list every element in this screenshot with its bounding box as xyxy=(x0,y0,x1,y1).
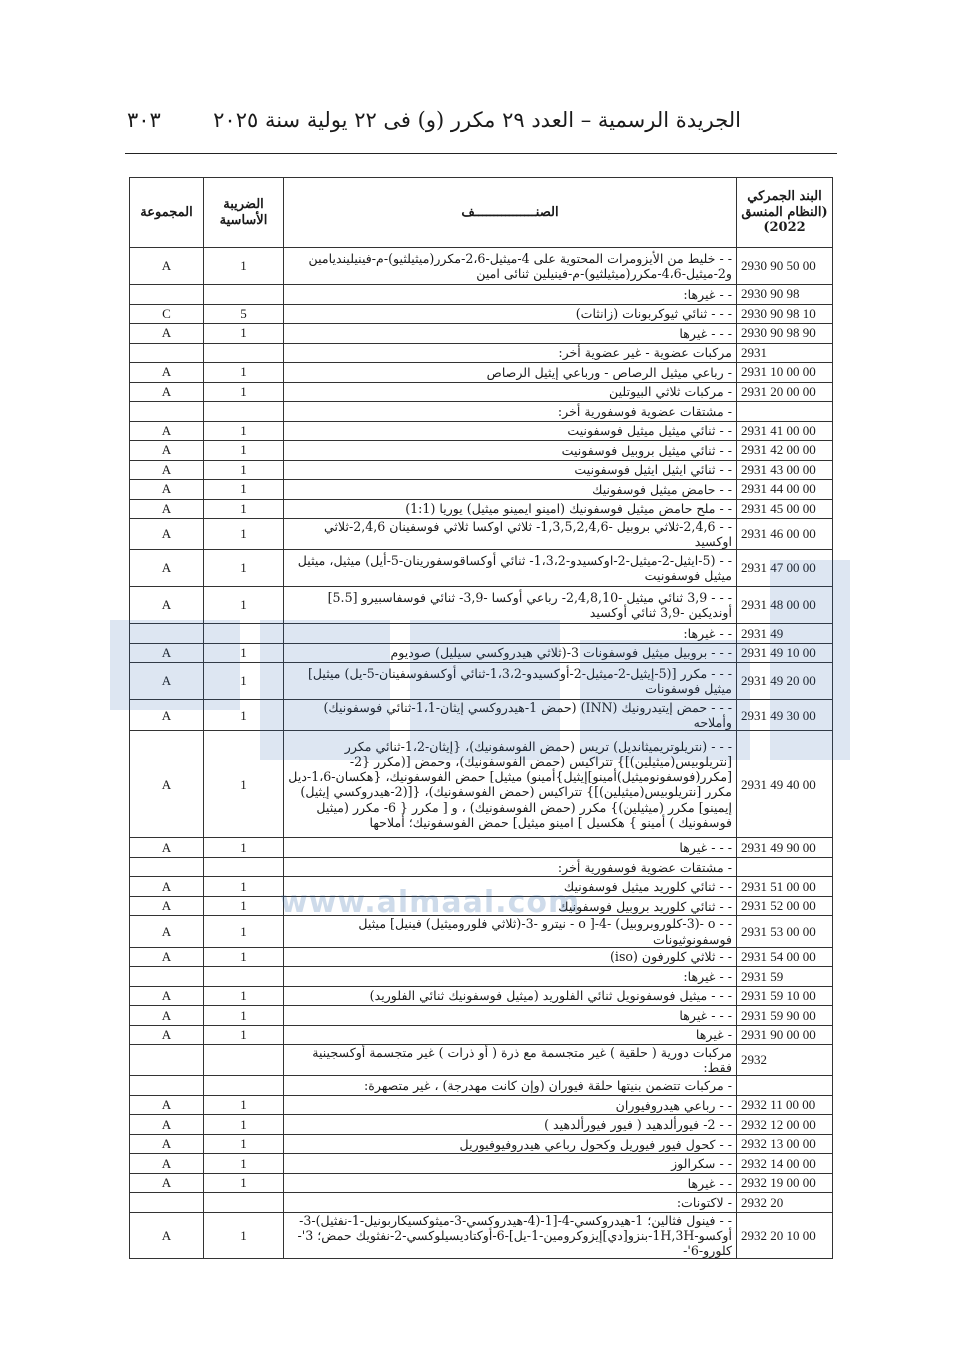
group-cell: A xyxy=(130,324,204,344)
tariff-code-cell: 2931 41 00 00 xyxy=(737,421,833,441)
page-header xyxy=(125,108,837,138)
tariff-code-cell xyxy=(737,857,833,877)
basic-duty-cell: 1 xyxy=(204,1173,284,1193)
table-row xyxy=(130,460,833,480)
description-cell: - - - ميثيل فوسفونويل ثنائي الفلوريد (ميثيل فوسفونيك ثنائي الفلوريد) xyxy=(284,986,737,1006)
description-cell: - - 2,4,6-ثلاثي بروبيل -1,3,5,2,4,6- ثلاثي اوكسا ثلاثي فوسفينان 2,4,6-ثلاثي اوكسيد xyxy=(284,519,737,550)
table-header-row xyxy=(130,178,833,248)
table-row xyxy=(130,343,833,363)
header-rule xyxy=(125,153,837,154)
basic-duty-cell: 1 xyxy=(204,324,284,344)
table-row xyxy=(130,421,833,441)
group-cell: A xyxy=(130,663,204,700)
table-row xyxy=(130,587,833,624)
group-cell: A xyxy=(130,986,204,1006)
basic-duty-cell: 1 xyxy=(204,838,284,858)
group-cell: A xyxy=(130,731,204,838)
table-row xyxy=(130,441,833,461)
table-row xyxy=(130,1045,833,1076)
description-cell: - - ثلاثي كلورفون (iso) xyxy=(284,947,737,967)
tariff-code-cell: 2931 49 10 00 xyxy=(737,643,833,663)
table-row xyxy=(130,248,833,285)
basic-duty-cell: 1 xyxy=(204,663,284,700)
description-cell: مركبات عضوية - غير عضوية أخر: xyxy=(284,343,737,363)
table-row xyxy=(130,1193,833,1213)
group-cell: A xyxy=(130,480,204,500)
tariff-code-cell: 2931 53 00 00 xyxy=(737,916,833,947)
group-cell xyxy=(130,967,204,987)
basic-duty-cell: 1 xyxy=(204,480,284,500)
description-cell: - - o -(3-كلوروبروبيل) -4-[ o - نيترو -3-(ثلاثي فلوروميثيل) فينيل] ميثيل فوسفونوثيونات xyxy=(284,916,737,947)
table-row xyxy=(130,304,833,324)
description-cell: - - غيرها: xyxy=(284,967,737,987)
table-row xyxy=(130,700,833,731)
group-cell: A xyxy=(130,877,204,897)
table-row xyxy=(130,499,833,519)
tariff-code-cell: 2931 52 00 00 xyxy=(737,896,833,916)
tariff-code-cell: 2931 43 00 00 xyxy=(737,460,833,480)
tariff-code-cell: 2930 90 98 xyxy=(737,285,833,305)
group-cell: A xyxy=(130,460,204,480)
tariff-code-cell: 2932 14 00 00 xyxy=(737,1154,833,1174)
table-row xyxy=(130,1212,833,1258)
table-row xyxy=(130,480,833,500)
description-cell: - - 2- فيورألدهيد ( فيور فيورألدهيد ) xyxy=(284,1115,737,1135)
tariff-code-cell: 2931 45 00 00 xyxy=(737,499,833,519)
tariff-code-cell xyxy=(737,1076,833,1096)
table-row xyxy=(130,731,833,838)
basic-duty-cell: 1 xyxy=(204,947,284,967)
tariff-code-cell: 2931 48 00 00 xyxy=(737,587,833,624)
tariff-code-cell: 2930 90 98 90 xyxy=(737,324,833,344)
basic-duty-cell: 1 xyxy=(204,1025,284,1045)
basic-duty-cell: 1 xyxy=(204,499,284,519)
basic-duty-cell xyxy=(204,285,284,305)
group-cell: A xyxy=(130,1154,204,1174)
tariff-code-cell: 2931 20 00 00 xyxy=(737,382,833,402)
table-row xyxy=(130,1025,833,1045)
group-cell: A xyxy=(130,1212,204,1258)
tariff-code-cell: 2931 59 90 00 xyxy=(737,1006,833,1026)
group-cell: A xyxy=(130,1006,204,1026)
tariff-code-cell: 2930 90 50 00 xyxy=(737,248,833,285)
basic-duty-cell: 5 xyxy=(204,304,284,324)
table-row xyxy=(130,663,833,700)
description-cell: - - - ثنائي ثيوكربونات (زانثات) xyxy=(284,304,737,324)
tariff-code-cell: 2931 49 30 00 xyxy=(737,700,833,731)
description-cell: - - غيرها xyxy=(284,1173,737,1193)
basic-duty-cell: 1 xyxy=(204,550,284,587)
table-body xyxy=(130,248,833,1259)
basic-duty-cell: 1 xyxy=(204,460,284,480)
basic-duty-cell: 1 xyxy=(204,1212,284,1258)
table-row xyxy=(130,1173,833,1193)
basic-duty-cell xyxy=(204,624,284,644)
basic-duty-cell: 1 xyxy=(204,587,284,624)
table-row xyxy=(130,967,833,987)
basic-duty-cell xyxy=(204,402,284,422)
tariff-code-cell: 2932 11 00 00 xyxy=(737,1095,833,1115)
tariff-code-cell: 2932 xyxy=(737,1045,833,1076)
table-row xyxy=(130,838,833,858)
group-cell: C xyxy=(130,304,204,324)
description-cell: - - ثنائي ايثيل ايثيل فوسفونيت xyxy=(284,460,737,480)
table-row xyxy=(130,363,833,383)
watermark-url: www.almaal.com xyxy=(280,885,581,920)
description-cell: - مركبات تتضمن بنيتها حلقة فيوران (وإن كانت مهدرجة) ، غير متصهرة: xyxy=(284,1076,737,1096)
tariff-code-cell xyxy=(737,402,833,422)
table-row xyxy=(130,285,833,305)
group-cell xyxy=(130,624,204,644)
table-row xyxy=(130,1115,833,1135)
table-row xyxy=(130,877,833,897)
basic-duty-cell xyxy=(204,1193,284,1213)
group-cell xyxy=(130,1193,204,1213)
table-row xyxy=(130,402,833,422)
group-cell xyxy=(130,857,204,877)
basic-duty-cell: 1 xyxy=(204,519,284,550)
table-row xyxy=(130,916,833,947)
tariff-code-cell: 2932 19 00 00 xyxy=(737,1173,833,1193)
table-row xyxy=(130,896,833,916)
group-cell: A xyxy=(130,1095,204,1115)
group-cell xyxy=(130,343,204,363)
group-cell: A xyxy=(130,1025,204,1045)
group-cell xyxy=(130,1045,204,1076)
description-cell: - - - بروبيل ميثيل فوسفونات 3-(ثلاثي هيدروكسي سيليل) صوديوم xyxy=(284,643,737,663)
tariff-code-cell: 2930 90 98 10 xyxy=(737,304,833,324)
group-cell xyxy=(130,402,204,422)
tariff-code-cell: 2931 10 00 00 xyxy=(737,363,833,383)
group-cell: A xyxy=(130,838,204,858)
tariff-code-cell: 2931 49 40 00 xyxy=(737,731,833,838)
basic-duty-cell: 1 xyxy=(204,1134,284,1154)
tariff-code-cell: 2932 20 10 00 xyxy=(737,1212,833,1258)
description-cell: - - - غيرها xyxy=(284,1006,737,1026)
description-cell: - - غيرها: xyxy=(284,624,737,644)
description-cell: - رباعي ميثيل الرصاص - ورباعي إيثيل الرصاص xyxy=(284,363,737,383)
basic-duty-cell xyxy=(204,967,284,987)
table-row xyxy=(130,1076,833,1096)
tariff-code-cell: 2931 51 00 00 xyxy=(737,877,833,897)
group-cell: A xyxy=(130,1115,204,1135)
basic-duty-cell: 1 xyxy=(204,382,284,402)
tariff-code-cell: 2931 54 00 00 xyxy=(737,947,833,967)
basic-duty-cell xyxy=(204,1076,284,1096)
basic-duty-cell: 1 xyxy=(204,1115,284,1135)
description-cell: - - فينول فثالين؛ 1-هيدروكسي-4-[1-(4-هيدروكسي-3-ميثوكسيكاربونيل-1-نفثيل)-3-أوكسو-1H,3H-بنزو[دي]إيزوكرومين-1-يل]-6-أوكتاديسيلوكسي-2-نفثويك حمض؛ 3'-كلورو-6'- xyxy=(284,1212,737,1258)
table-row xyxy=(130,643,833,663)
table-row xyxy=(130,324,833,344)
tariff-code-cell: 2931 59 xyxy=(737,967,833,987)
group-cell: A xyxy=(130,587,204,624)
tariff-code-cell: 2931 xyxy=(737,343,833,363)
tariff-code-cell: 2931 49 90 00 xyxy=(737,838,833,858)
tariff-code-cell: 2931 90 00 00 xyxy=(737,1025,833,1045)
basic-duty-cell: 1 xyxy=(204,643,284,663)
description-cell: مركبات دورية ( حلقية ) غير متجسمة مع ذرة ( أو ذرات ) غير متجسمة أوكسجينية فقط: xyxy=(284,1045,737,1076)
tariff-code-cell: 2931 49 20 00 xyxy=(737,663,833,700)
table-row xyxy=(130,947,833,967)
description-cell: - - سكرالوز xyxy=(284,1154,737,1174)
group-cell: A xyxy=(130,947,204,967)
group-cell: A xyxy=(130,643,204,663)
description-cell: - - - 3,9 ثنائي ميثيل -2,4,8,10- رباعي أوكسا -3,9- ثنائي فوسفاسبيرو [5.5] أونديكين -3,9 ثنائي أوكسيد xyxy=(284,587,737,624)
description-cell: - - ثنائي كلوريد بروبيل فوسفونيك xyxy=(284,896,737,916)
basic-duty-cell: 1 xyxy=(204,877,284,897)
basic-duty-cell: 1 xyxy=(204,1095,284,1115)
group-cell: A xyxy=(130,700,204,731)
group-cell: A xyxy=(130,550,204,587)
basic-duty-cell: 1 xyxy=(204,363,284,383)
tariff-code-cell: 2931 59 10 00 xyxy=(737,986,833,1006)
group-cell: A xyxy=(130,1134,204,1154)
group-cell: A xyxy=(130,519,204,550)
tariff-code-cell: 2931 49 xyxy=(737,624,833,644)
description-cell: - - حامض ميثيل فوسفونيك xyxy=(284,480,737,500)
header-group: المجموعة xyxy=(130,178,204,248)
basic-duty-cell: 1 xyxy=(204,896,284,916)
basic-duty-cell xyxy=(204,857,284,877)
page-number: ٣٠٣ xyxy=(127,108,161,132)
table-row xyxy=(130,1095,833,1115)
description-cell: - - - (نتريلوتريميثانديل) تريس (حمض الفوسفونيك)، {إيثان-1،2-ثنائي مكرر [نتريلوبيس(ميثيلين)]} تتراكيس (حمض الفوسفونيك)، وحمض [(مكرر {2-[مكرر(فوسفونوميثيل)أمينو]إيثيل}أمينو) ميثيل] حمض الفوسفونيك، {هكسان-1،6-ديل مكرر [نتريلوبيس(ميثيلين)]} تتراكيس (حمض الفوسفونيك)، {[(2-هيدروكسي إيثيل) إيمينو] مكرر (ميثيلين)} مكرر (حمض الفوسفونيك) ، و [ مكرر { 6- مكرر (ميثيل فوسفونيك ) أمينو } هكسيل ] امينو ميثيل] حمض الفوسفونيك؛ أملاحها xyxy=(284,731,737,838)
description-cell: - - ثنائي كلوريد ميثيل فوسفونيك xyxy=(284,877,737,897)
group-cell: A xyxy=(130,896,204,916)
table-row xyxy=(130,624,833,644)
group-cell: A xyxy=(130,499,204,519)
basic-duty-cell: 1 xyxy=(204,1154,284,1174)
table-row xyxy=(130,857,833,877)
description-cell: - غيرها xyxy=(284,1025,737,1045)
basic-duty-cell xyxy=(204,343,284,363)
table-row xyxy=(130,1154,833,1174)
group-cell: A xyxy=(130,1173,204,1193)
basic-duty-cell: 1 xyxy=(204,441,284,461)
basic-duty-cell: 1 xyxy=(204,916,284,947)
table-row xyxy=(130,550,833,587)
basic-duty-cell: 1 xyxy=(204,731,284,838)
tariff-code-cell: 2931 47 00 00 xyxy=(737,550,833,587)
group-cell: A xyxy=(130,421,204,441)
description-cell: - لاكتونات: xyxy=(284,1193,737,1213)
description-cell: - - خليط من الأيزومرات المحتوية على 4-ميثيل-2،6-مكرر(ميثيلثيو)-م-فينيلينديامين و2-ميثيل-4،6-مكرر(ميثيلثيو)-م-فينيلين ثنائى امين xyxy=(284,248,737,285)
description-cell: - - رباعي هيدروفيوران xyxy=(284,1095,737,1115)
description-cell: - - - مكرر [(5-إيثيل-2-ميثيل-2-أوكسيدو-1،3،2-ثنائي أوكسفوسفينان-5-يل) ميثيل] ميثيل فوسفونات xyxy=(284,663,737,700)
tariff-code-cell: 2931 42 00 00 xyxy=(737,441,833,461)
description-cell: - - - غيرها xyxy=(284,324,737,344)
basic-duty-cell: 1 xyxy=(204,700,284,731)
tariff-code-cell: 2931 44 00 00 xyxy=(737,480,833,500)
tariff-code-cell: 2932 13 00 00 xyxy=(737,1134,833,1154)
tariff-code-cell: 2932 20 xyxy=(737,1193,833,1213)
description-cell: - مشتقات عضوية فوسفورية أخر: xyxy=(284,402,737,422)
tariff-code-cell: 2932 12 00 00 xyxy=(737,1115,833,1135)
group-cell: A xyxy=(130,441,204,461)
basic-duty-cell: 1 xyxy=(204,248,284,285)
description-cell: - مركبات ثلاثي البيوتلين xyxy=(284,382,737,402)
group-cell: A xyxy=(130,363,204,383)
gazette-title: الجريدة الرسمية – العدد ٢٩ مكرر (و) فى ٢٢ يولية سنة ٢٠٢٥ xyxy=(213,108,741,132)
tariff-code-cell: 2931 46 00 00 xyxy=(737,519,833,550)
description-cell: - - ثنائي ميثيل بروبيل فوسفونيت xyxy=(284,441,737,461)
group-cell: A xyxy=(130,248,204,285)
group-cell xyxy=(130,285,204,305)
basic-duty-cell: 1 xyxy=(204,421,284,441)
description-cell: - - ثنائي ميثيل ميثيل فوسفونيت xyxy=(284,421,737,441)
description-cell: - - - غيرها xyxy=(284,838,737,858)
group-cell: A xyxy=(130,382,204,402)
table-row xyxy=(130,1006,833,1026)
group-cell xyxy=(130,1076,204,1096)
table-row xyxy=(130,986,833,1006)
description-cell: - - (5-ايثيل-2-ميثيل-2-اوكسيدو-1،3،2- ثنائي أوكساقوسفورينان-5-أيل) ميثيل، ميثيل ميثيل فوسفونيت xyxy=(284,550,737,587)
basic-duty-cell: 1 xyxy=(204,986,284,1006)
table-row xyxy=(130,382,833,402)
tariff-table xyxy=(129,177,833,1259)
table-row xyxy=(130,519,833,550)
description-cell: - - - حمض إيتيدرونيك (INN) (حمض 1-هيدروكسي إيثان-1،1-ثنائي فوسفونيك) وأملاحه xyxy=(284,700,737,731)
description-cell: - - كحول فيور فيوريل وكحول رباعي هيدروفيوفيوريل xyxy=(284,1134,737,1154)
header-description: الصنــــــــــــــــف xyxy=(284,178,737,248)
group-cell: A xyxy=(130,916,204,947)
basic-duty-cell xyxy=(204,1045,284,1076)
header-code: البند الجمركي (النظام المنسق 2022) xyxy=(737,178,833,248)
description-cell: - - ملح حامض ميثيل فوسفونيك (امينو ايمينو ميثيل) يوريا (1:1) xyxy=(284,499,737,519)
header-basic-duty: الضريبة الأساسية xyxy=(204,178,284,248)
description-cell: - مشتقات عضوية فوسفورية أخر: xyxy=(284,857,737,877)
table-row xyxy=(130,1134,833,1154)
description-cell: - - غيرها: xyxy=(284,285,737,305)
basic-duty-cell: 1 xyxy=(204,1006,284,1026)
